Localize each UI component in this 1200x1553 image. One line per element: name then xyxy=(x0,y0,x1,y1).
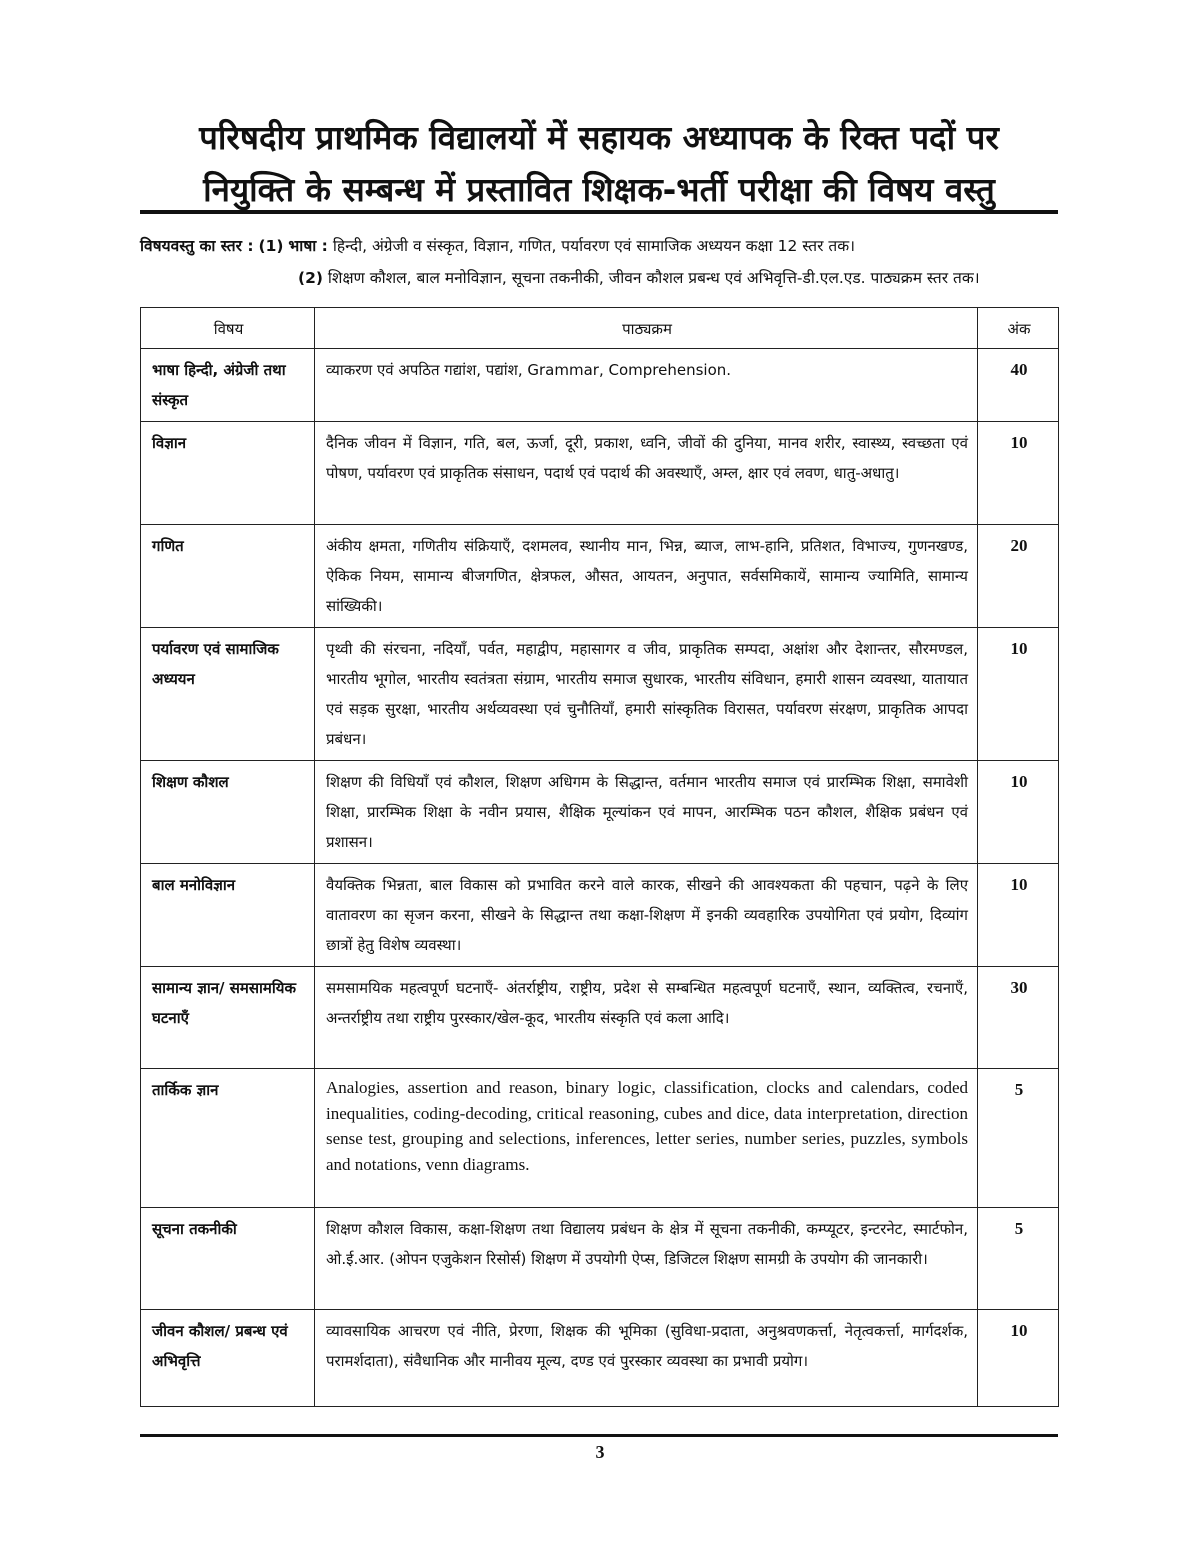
subject-cell: बाल मनोविज्ञान xyxy=(141,864,315,967)
header-marks: अंक xyxy=(978,308,1059,349)
table-header-row xyxy=(141,308,1059,349)
syllabus-cell: व्यावसायिक आचरण एवं नीति, प्रेरणा, शिक्षक की भूमिका (सुविधा-प्रदाता, अनुश्रवणकर्त्ता, नेतृत्वकर्त्ता, मार्गदर्शक, परामर्शदाता), संवैधानिक और मानीवय मूल्य, दण्ड एवं पुरस्कार व्यवस्था का प्रभावी प्रयोग। xyxy=(315,1310,978,1407)
subject-cell: तार्किक ज्ञान xyxy=(141,1069,315,1208)
syllabus-cell: शिक्षण कौशल विकास, कक्षा-शिक्षण तथा विद्यालय प्रबंधन के क्षेत्र में सूचना तकनीकी, कम्प्यूटर, इन्टरनेट, स्मार्टफोन, ओ.ई.आर. (ओपन एजुकेशन रिसोर्स) शिक्षण में उपयोगी ऐप्स, डिजिटल शिक्षण सामग्री के उपयोग की जानकारी। xyxy=(315,1208,978,1310)
marks-cell: 5 xyxy=(978,1069,1059,1208)
subject-cell: शिक्षण कौशल xyxy=(141,761,315,864)
level-item-2-number: (2) xyxy=(298,269,323,287)
footer-divider xyxy=(140,1434,1058,1437)
level-item-1-key: भाषा : xyxy=(288,237,328,255)
subject-cell: पर्यावरण एवं सामाजिक अध्ययन xyxy=(141,628,315,761)
marks-cell: 10 xyxy=(978,864,1059,967)
table-row xyxy=(141,1310,1059,1407)
table-row xyxy=(141,967,1059,1069)
marks-cell: 40 xyxy=(978,349,1059,422)
table-row xyxy=(141,1069,1059,1208)
marks-cell: 10 xyxy=(978,628,1059,761)
table-row xyxy=(141,422,1059,525)
syllabus-cell: Analogies, assertion and reason, binary logic, classification, clocks and calendars, coded inequalities, coding-decoding, critical reasoning, cubes and dice, data interpretation, direction sense test, grouping and selections, inferences, letter series, number series, puzzles, symbols and notations, venn diagrams. xyxy=(315,1069,978,1208)
subject-cell: भाषा हिन्दी, अंग्रेजी तथा संस्कृत xyxy=(141,349,315,422)
marks-cell: 10 xyxy=(978,1310,1059,1407)
syllabus-cell: वैयक्तिक भिन्नता, बाल विकास को प्रभावित करने वाले कारक, सीखने की आवश्यकता की पहचान, पढ़ने के लिए वातावरण का सृजन करना, सीखने के सिद्धान्त तथा कक्षा-शिक्षण में इनकी व्यवहारिक उपयोगिता एवं प्रयोग, दिव्यांग छात्रों हेतु विशेष व्यवस्था। xyxy=(315,864,978,967)
title-line-1: परिषदीय प्राथमिक विद्यालयों में सहायक अध्यापक के रिक्त पदों पर xyxy=(199,118,999,157)
subject-cell: गणित xyxy=(141,525,315,628)
level-item-2-text: शिक्षण कौशल, बाल मनोविज्ञान, सूचना तकनीकी, जीवन कौशल प्रबन्ध एवं अभिवृत्ति-डी.एल.एड. पाठ्यक्रम स्तर तक। xyxy=(327,269,980,287)
subject-cell: सामान्य ज्ञान/ समसामयिक घटनाएँ xyxy=(141,967,315,1069)
content-level-label: विषयवस्तु का स्तर : xyxy=(140,237,254,255)
syllabus-table xyxy=(140,307,1059,1407)
table-row xyxy=(141,761,1059,864)
level-item-1-number: (1) xyxy=(258,237,284,255)
syllabus-cell: पृथ्वी की संरचना, नदियाँ, पर्वत, महाद्वीप, महासागर व जीव, प्राकृतिक सम्पदा, अक्षांश और देशान्तर, सौरमण्डल, भारतीय भूगोल, भारतीय स्वतंत्रता संग्राम, भारतीय समाज सुधारक, भारतीय संविधान, हमारी शासन व्यवस्था, यातायात एवं सड़क सुरक्षा, भारतीय अर्थव्यवस्था एवं चुनौतियाँ, हमारी सांस्कृतिक विरासत, पर्यावरण संरक्षण, प्राकृतिक आपदा प्रबंधन। xyxy=(315,628,978,761)
page-number: 3 xyxy=(595,1442,605,1462)
syllabus-cell: शिक्षण की विधियाँ एवं कौशल, शिक्षण अधिगम के सिद्धान्त, वर्तमान भारतीय समाज एवं प्रारम्भिक शिक्षा, समावेशी शिक्षा, प्रारम्भिक शिक्षा के नवीन प्रयास, शैक्षिक मूल्यांकन एवं मापन, आरम्भिक पठन कौशल, शैक्षिक प्रबंधन एवं प्रशासन। xyxy=(315,761,978,864)
marks-cell: 10 xyxy=(978,761,1059,864)
marks-cell: 10 xyxy=(978,422,1059,525)
header-subject: विषय xyxy=(141,308,315,349)
subject-cell: जीवन कौशल/ प्रबन्ध एवं अभिवृत्ति xyxy=(141,1310,315,1407)
page-title xyxy=(140,112,1058,216)
content-level-line-1 xyxy=(140,235,855,257)
subject-cell: विज्ञान xyxy=(141,422,315,525)
table-row xyxy=(141,628,1059,761)
table-row xyxy=(141,525,1059,628)
table-row xyxy=(141,864,1059,967)
syllabus-cell: व्याकरण एवं अपठित गद्यांश, पद्यांश, Grammar, Comprehension. xyxy=(315,349,978,422)
level-item-1-text: हिन्दी, अंग्रेजी व संस्कृत, विज्ञान, गणित, पर्यावरण एवं सामाजिक अध्ययन कक्षा 12 स्तर तक। xyxy=(332,237,855,255)
marks-cell: 20 xyxy=(978,525,1059,628)
title-line-2: नियुक्ति के सम्बन्ध में प्रस्तावित शिक्षक-भर्ती परीक्षा की विषय वस्तु xyxy=(203,170,995,209)
table-row xyxy=(141,349,1059,422)
syllabus-cell: अंकीय क्षमता, गणितीय संक्रियाएँ, दशमलव, स्थानीय मान, भिन्न, ब्याज, लाभ-हानि, प्रतिशत, विभाज्य, गुणनखण्ड, ऐकिक नियम, सामान्य बीजगणित, क्षेत्रफल, औसत, आयतन, अनुपात, सर्वसमिकायें, सामान्य ज्यामिति, सामान्य सांख्यिकी। xyxy=(315,525,978,628)
header-syllabus: पाठ्यक्रम xyxy=(315,308,978,349)
marks-cell: 30 xyxy=(978,967,1059,1069)
marks-cell: 5 xyxy=(978,1208,1059,1310)
content-level-line-2 xyxy=(298,267,980,289)
table-row xyxy=(141,1208,1059,1310)
subject-cell: सूचना तकनीकी xyxy=(141,1208,315,1310)
syllabus-cell: दैनिक जीवन में विज्ञान, गति, बल, ऊर्जा, दूरी, प्रकाश, ध्वनि, जीवों की दुनिया, मानव शरीर, स्वास्थ्य, स्वच्छता एवं पोषण, पर्यावरण एवं प्राकृतिक संसाधन, पदार्थ एवं पदार्थ की अवस्थाएँ, अम्ल, क्षार एवं लवण, धातु-अधातु। xyxy=(315,422,978,525)
title-divider xyxy=(140,210,1058,214)
syllabus-cell: समसामयिक महत्वपूर्ण घटनाएँ- अंतर्राष्ट्रीय, राष्ट्रीय, प्रदेश से सम्बन्धित महत्वपूर्ण घटनाएँ, स्थान, व्यक्तित्व, रचनाएँ, अन्तर्राष्ट्रीय तथा राष्ट्रीय पुरस्कार/खेल-कूद, भारतीय संस्कृति एवं कला आदि। xyxy=(315,967,978,1069)
